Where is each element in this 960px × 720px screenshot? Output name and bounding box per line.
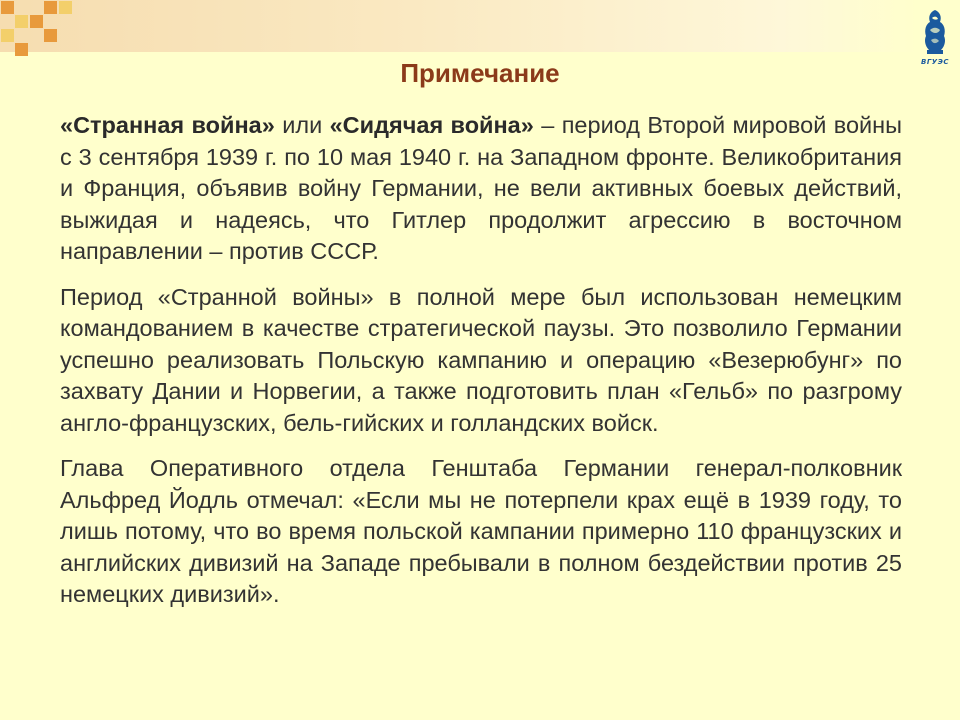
decor-square xyxy=(44,1,57,14)
paragraph-definition xyxy=(60,110,902,268)
slide-title: Примечание xyxy=(400,58,560,88)
decor-square xyxy=(15,15,28,28)
term-connector: или xyxy=(274,112,330,138)
decor-square xyxy=(15,43,28,56)
definition-text: – период Второй мировой войны с 3 сентября 1939 г. по 10 мая 1940 г. на Западном фронте. Великобритания и Франция, объявив войну Германии, не вели активных боевых действий, выжидая и надеясь, что Гитлер продолжит агрессию в восточном направлении – против СССР. xyxy=(60,112,903,264)
term-strange-war: «Странная война» xyxy=(60,112,275,138)
paragraph-jodl-quote: Глава Оперативного отдела Генштаба Германии генерал-полковник Альфред Йодль отмечал: «Если мы не потерпели крах ещё в 1939 году, то лишь потому, что во время польской кампании примерно 110 французских и английских дивизий на Западе пребывали в полном бездействии против 25 немецких дивизий». xyxy=(60,455,902,607)
slide-body xyxy=(60,110,902,625)
decor-square xyxy=(1,29,14,42)
term-sitting-war: «Сидячая война» xyxy=(329,112,534,138)
decor-square xyxy=(30,15,43,28)
decor-square xyxy=(59,1,72,14)
decor-square xyxy=(1,1,14,14)
decorative-header-band xyxy=(0,0,920,52)
paragraph-strategic-pause: Период «Странной войны» в полной мере был использован немецким командованием в качестве стратегической паузы. Это позволило Германии успешно реализовать Польскую кампанию и операцию «Везерюбунг» по захвату Дании и Норвегии, а также подготовить план «Гельб» по разгрому англо-французских, бель-гийских и голландских войск. xyxy=(60,283,902,436)
logo-caption: ВГУЭС xyxy=(921,58,949,66)
decor-square xyxy=(44,29,57,42)
